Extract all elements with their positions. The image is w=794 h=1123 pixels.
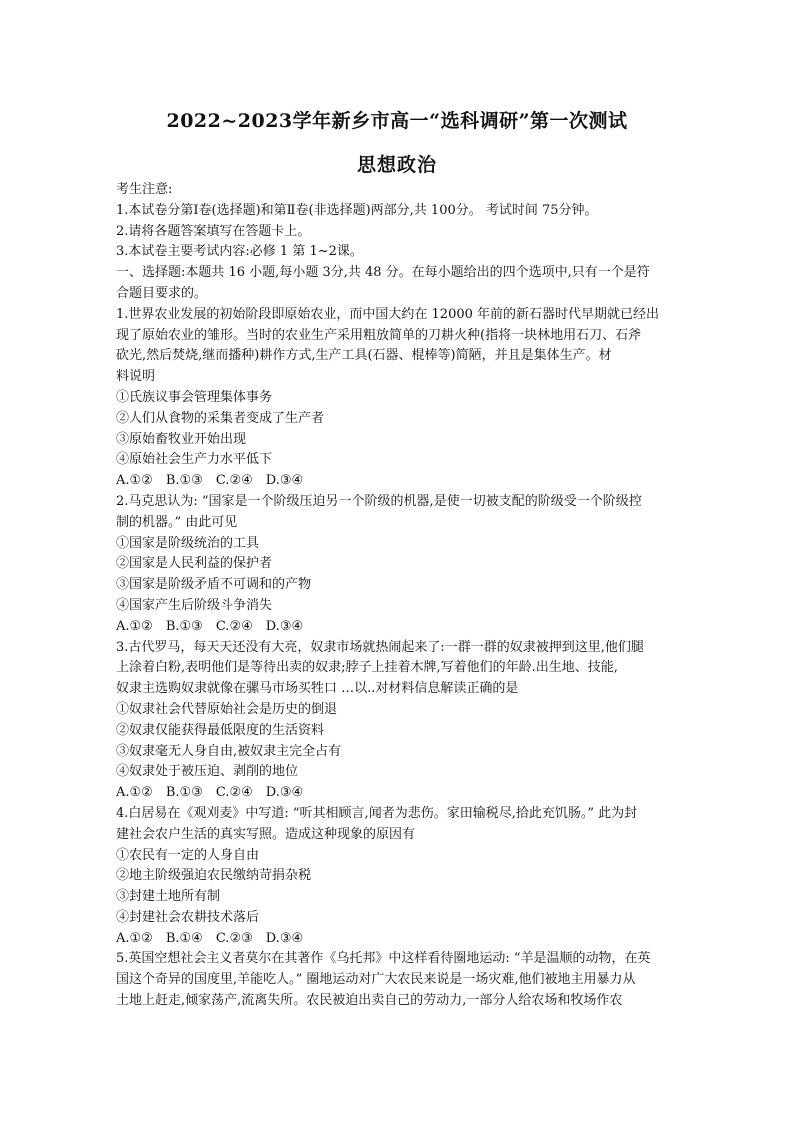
statement-item: ④封建社会农耕技术落后 — [116, 909, 260, 925]
question-stem: 土地上赶走,倾家荡产,流离失所。农民被迫出卖自己的劳动力,一部分人给农场和牧场作农 — [116, 993, 623, 1009]
statement-item: ②国家是人民利益的保护者 — [116, 556, 273, 572]
question-stem: 料说明 — [116, 369, 156, 385]
question-4 — [116, 804, 688, 950]
question-stem: 上涂着白粉,表明他们是等待出卖的奴隶;脖子上挂着木牌,写着他们的年龄.出生地、技能, — [116, 660, 618, 676]
question-stem: 3.古代罗马，每天天还没有大亮，奴隶市场就热闹起来了:一群一群的奴隶被押到这里,他们腿 — [116, 639, 644, 655]
question-stem: 奴隶主选购奴隶就像在骡马市场买牲口 …以..对材料信息解读正确的是 — [116, 681, 519, 697]
question-5 — [116, 949, 688, 1011]
statement-item: ②奴隶仅能获得最低限度的生活资料 — [116, 722, 325, 738]
statement-item: ④国家产生后阶级斗争消失 — [116, 597, 273, 613]
statement-item: ④奴隶处于被压迫、剥削的地位 — [116, 764, 299, 780]
question-stem: 4.白居易在《观刈麦》中写道: “听其相顾言,闻者为悲伤。家田输税尽,拾此充饥肠。” 此为封 — [116, 805, 638, 821]
statement-item: ①奴隶社会代替原始社会是历史的倒退 — [116, 701, 338, 717]
question-stem: 现了原始农业的雏形。当时的农业生产采用粗放简单的刀耕火种(指将一块林地用石刀、石斧 — [116, 327, 642, 343]
statement-item: ③封建土地所有制 — [116, 889, 221, 905]
statement-item: ①氏族议事会管理集体事务 — [116, 389, 273, 405]
question-3 — [116, 638, 688, 804]
answer-options: A.①② B.①③ C.②④ D.③④ — [116, 473, 304, 489]
notice-line: 1.本试卷分第Ⅰ卷(选择题)和第Ⅱ卷(非选择题)两部分,共 100分。 考试时间 75分钟。 — [116, 202, 598, 218]
question-stem: 1.世界农业发展的初始阶段即原始农业，而中国大约在 12000 年前的新石器时代早期就已经出 — [116, 306, 660, 322]
statement-item: ④原始社会生产力水平低下 — [116, 452, 273, 468]
question-2 — [116, 492, 688, 638]
question-stem: 5.英国空想社会主义者莫尔在其著作《乌托邦》中这样看待圈地运动: “羊是温顺的动物，在英 — [116, 951, 651, 967]
subject-title: 思想政治 — [356, 154, 437, 176]
notice-heading: 考生注意: — [116, 182, 173, 197]
statement-item: ①农民有一定的人身自由 — [116, 847, 260, 863]
answer-options: A.①② B.①③ C.②④ D.③④ — [116, 618, 304, 634]
statement-item: ①国家是阶级统治的工具 — [116, 535, 260, 551]
answer-options: A.①② B.①④ C.②③ D.③④ — [116, 930, 304, 946]
question-stem: 2.马克思认为: “国家是一个阶级压迫另一个阶级的机器,是使一切被支配的阶级受一个阶级控 — [116, 493, 642, 509]
notice-line: 2.请将各题答案填写在答题卡上。 — [116, 223, 311, 239]
statement-item: ③原始畜牧业开始出现 — [116, 431, 247, 447]
exam-title: 2022~2023学年新乡市高一“选科调研”第一次测试 — [166, 110, 628, 132]
question-1 — [116, 305, 688, 492]
question-stem: 国这个奇异的国度里,羊能吃人。” 圈地运动对广大农民来说是一场灾难,他们被地主用暴力从 — [116, 972, 636, 988]
question-stem: 建社会农户生活的真实写照。造成这种现象的原因有 — [116, 826, 416, 842]
section-instruction: 一、选择题:本题共 16 小题,每小题 3分,共 48 分。在每小题给出的四个选项中,只有一个是符 — [116, 265, 650, 281]
question-stem: 制的机器。” 由此可见 — [116, 514, 238, 530]
section-instruction: 合题目要求的。 — [116, 285, 208, 301]
statement-item: ③奴隶毫无人身自由,被奴隶主完全占有 — [116, 743, 342, 759]
statement-item: ②地主阶级强迫农民缴纳苛捐杂税 — [116, 868, 312, 884]
statement-item: ②人们从食物的采集者变成了生产者 — [116, 410, 325, 426]
answer-options: A.①② B.①③ C.②④ D.③④ — [116, 785, 304, 801]
question-stem: 砍光,然后焚烧,继而播种)耕作方式,生产工具(石器、棍棒等)简陋，并且是集体生产。材 — [116, 348, 612, 364]
exam-body — [116, 180, 688, 1012]
notice-line: 3.本试卷主要考试内容:必修 1 第 1~2课。 — [116, 244, 363, 260]
statement-item: ③国家是阶级矛盾不可调和的产物 — [116, 577, 312, 593]
